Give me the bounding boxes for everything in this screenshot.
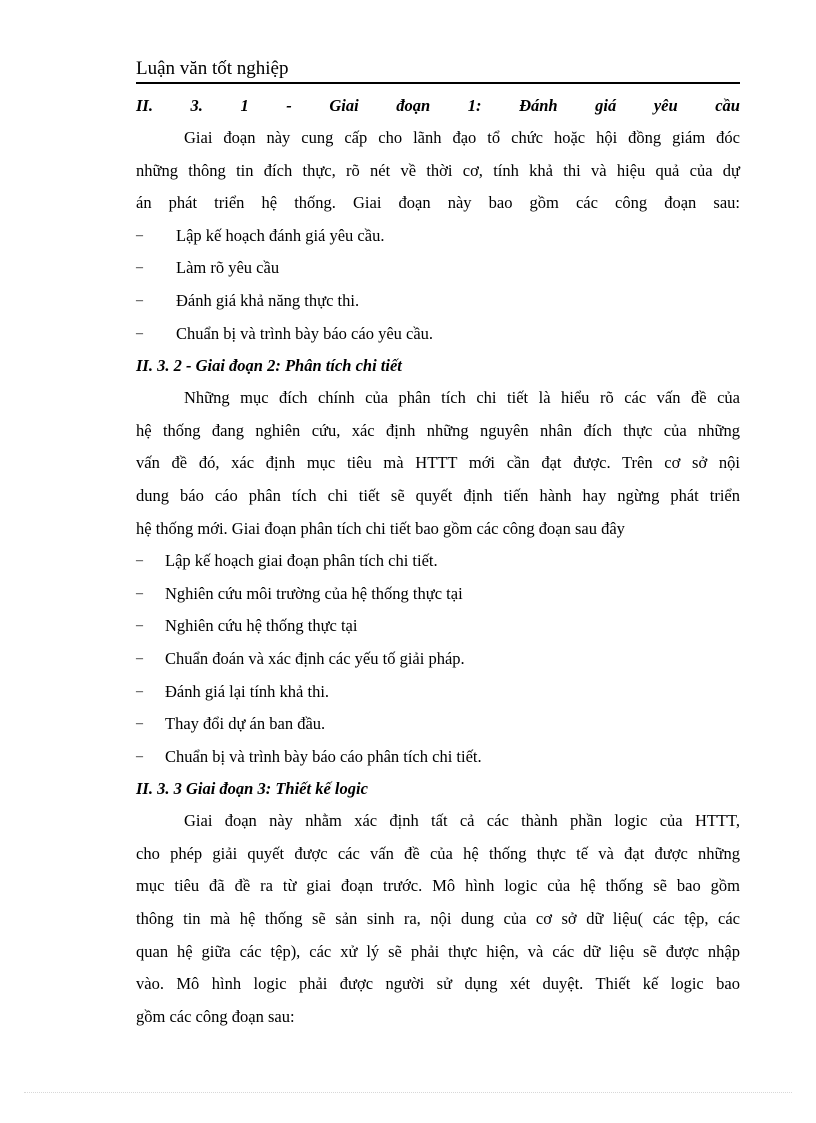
heading-word: Giai	[329, 96, 359, 115]
paragraph-line: Giai đoạn này nhằm xác định tất cả các thành phần logic của HTTT,	[184, 811, 740, 831]
section-1-heading	[136, 90, 740, 122]
section-1-list	[136, 220, 740, 350]
list-item-text: Chuẩn bị và trình bày báo cáo yêu cầu.	[176, 323, 434, 343]
list-item	[136, 220, 740, 253]
list-item-text: Đánh giá khả năng thực thi.	[176, 290, 360, 310]
paragraph-line: thông tin mà hệ thống sẽ sản sinh ra, nội dung của cơ sở dữ liệu( các tệp, các	[136, 909, 740, 929]
list-item-text: Thay đổi dự án ban đầu.	[165, 714, 326, 734]
list-item-text: Làm rõ yêu cầu	[176, 258, 280, 278]
bullet-dash: –	[136, 325, 143, 341]
list-item-text: Nghiên cứu môi trường của hệ thống thực tại	[165, 583, 463, 603]
list-item	[136, 318, 740, 351]
bullet-dash: –	[136, 227, 143, 243]
heading-word: cầu	[715, 96, 740, 115]
list-item-text: Lập kế hoạch đánh giá yêu cầu.	[176, 225, 385, 245]
heading-word: 1	[240, 96, 249, 115]
list-item	[136, 676, 740, 709]
list-item-text: Chuẩn bị và trình bày báo cáo phân tích chi tiết.	[165, 746, 482, 766]
paragraph-line: dung báo cáo phân tích chi tiết sẽ quyết định tiến hành hay ngừng phát triển	[136, 485, 740, 505]
bullet-dash: –	[136, 716, 143, 732]
list-item-text: Đánh giá lại tính khả thi.	[165, 681, 330, 701]
list-item	[136, 578, 740, 611]
paragraph-line: Giai đoạn này cung cấp cho lãnh đạo tổ chức hoặc hội đồng giám đóc	[184, 128, 740, 147]
section-2-paragraph	[136, 382, 740, 545]
paragraph-line: Những mục đích chính của phân tích chi tiết là hiểu rõ các vấn đề của	[184, 388, 740, 408]
section-3-heading: II. 3. 3 Giai đoạn 3: Thiết kế logic	[136, 779, 368, 799]
page-content	[136, 90, 740, 1033]
list-item	[136, 252, 740, 285]
list-item	[136, 285, 740, 318]
heading-word: Đánh	[519, 96, 558, 115]
paragraph-line: cho phép giải quyết được các vấn đề của hệ thống thực tế và đạt được những	[136, 843, 740, 863]
bullet-dash: –	[136, 260, 143, 276]
running-header: Luận văn tốt nghiệp	[136, 58, 289, 79]
list-item-text: Nghiên cứu hệ thống thực tại	[165, 616, 358, 636]
section-2-list	[136, 545, 740, 773]
section-3-paragraph	[136, 805, 740, 1033]
section-1-paragraph	[136, 122, 740, 220]
section-2-heading: II. 3. 2 - Giai đoạn 2: Phân tích chi tiết	[136, 356, 402, 376]
bullet-dash: –	[136, 292, 143, 308]
header-divider	[136, 82, 740, 84]
paragraph-line: quan hệ giữa các tệp), các xử lý sẽ phải thực hiện, và các dữ liệu sẽ được nhập	[136, 941, 740, 961]
list-item	[136, 741, 740, 774]
paragraph-line: vào. Mô hình logic phải được người sử dụng xét duyệt. Thiết kế logic bao	[136, 974, 740, 994]
list-item-text: Chuẩn đoán và xác định các yếu tố giải pháp.	[165, 648, 465, 668]
bullet-dash: –	[136, 683, 143, 699]
bullet-dash: –	[136, 553, 143, 569]
heading-word: đoạn	[396, 96, 431, 115]
paragraph-line: hệ thống đang nghiên cứu, xác định những nguyên nhân đích thực của những	[136, 420, 740, 440]
footer-divider	[24, 1092, 792, 1093]
heading-word: -	[286, 96, 292, 115]
list-item	[136, 610, 740, 643]
paragraph-line: hệ thống mới. Giai đoạn phân tích chi tiết bao gồm các công đoạn sau đây	[136, 518, 625, 538]
paragraph-line: những thông tin đích thực, rõ nét về thời cơ, tính khả thi và hiệu quả của dự	[136, 160, 740, 180]
bullet-dash: –	[136, 585, 143, 601]
paragraph-line: vấn đề đó, xác định mục tiêu mà HTTT mới cần đạt được. Trên cơ sở nội	[136, 453, 740, 473]
bullet-dash: –	[136, 748, 143, 764]
paragraph-line: gồm các công đoạn sau:	[136, 1006, 295, 1026]
heading-word: 1:	[467, 96, 482, 115]
paragraph-line: án phát triển hệ thống. Giai đoạn này bao gồm các công đoạn sau:	[136, 193, 740, 213]
heading-word: 3.	[190, 96, 203, 115]
list-item	[136, 545, 740, 578]
heading-word: II.	[136, 96, 153, 115]
heading-word: yêu	[653, 96, 678, 115]
list-item-text: Lập kế hoạch giai đoạn phân tích chi tiết.	[165, 551, 438, 571]
list-item	[136, 643, 740, 676]
bullet-dash: –	[136, 650, 143, 666]
list-item	[136, 708, 740, 741]
bullet-dash: –	[136, 618, 143, 634]
paragraph-line: mục tiêu đã đề ra từ giai đoạn trước. Mô hình logic của hệ thống sẽ bao gồm	[136, 876, 740, 896]
heading-word: giá	[595, 96, 617, 115]
